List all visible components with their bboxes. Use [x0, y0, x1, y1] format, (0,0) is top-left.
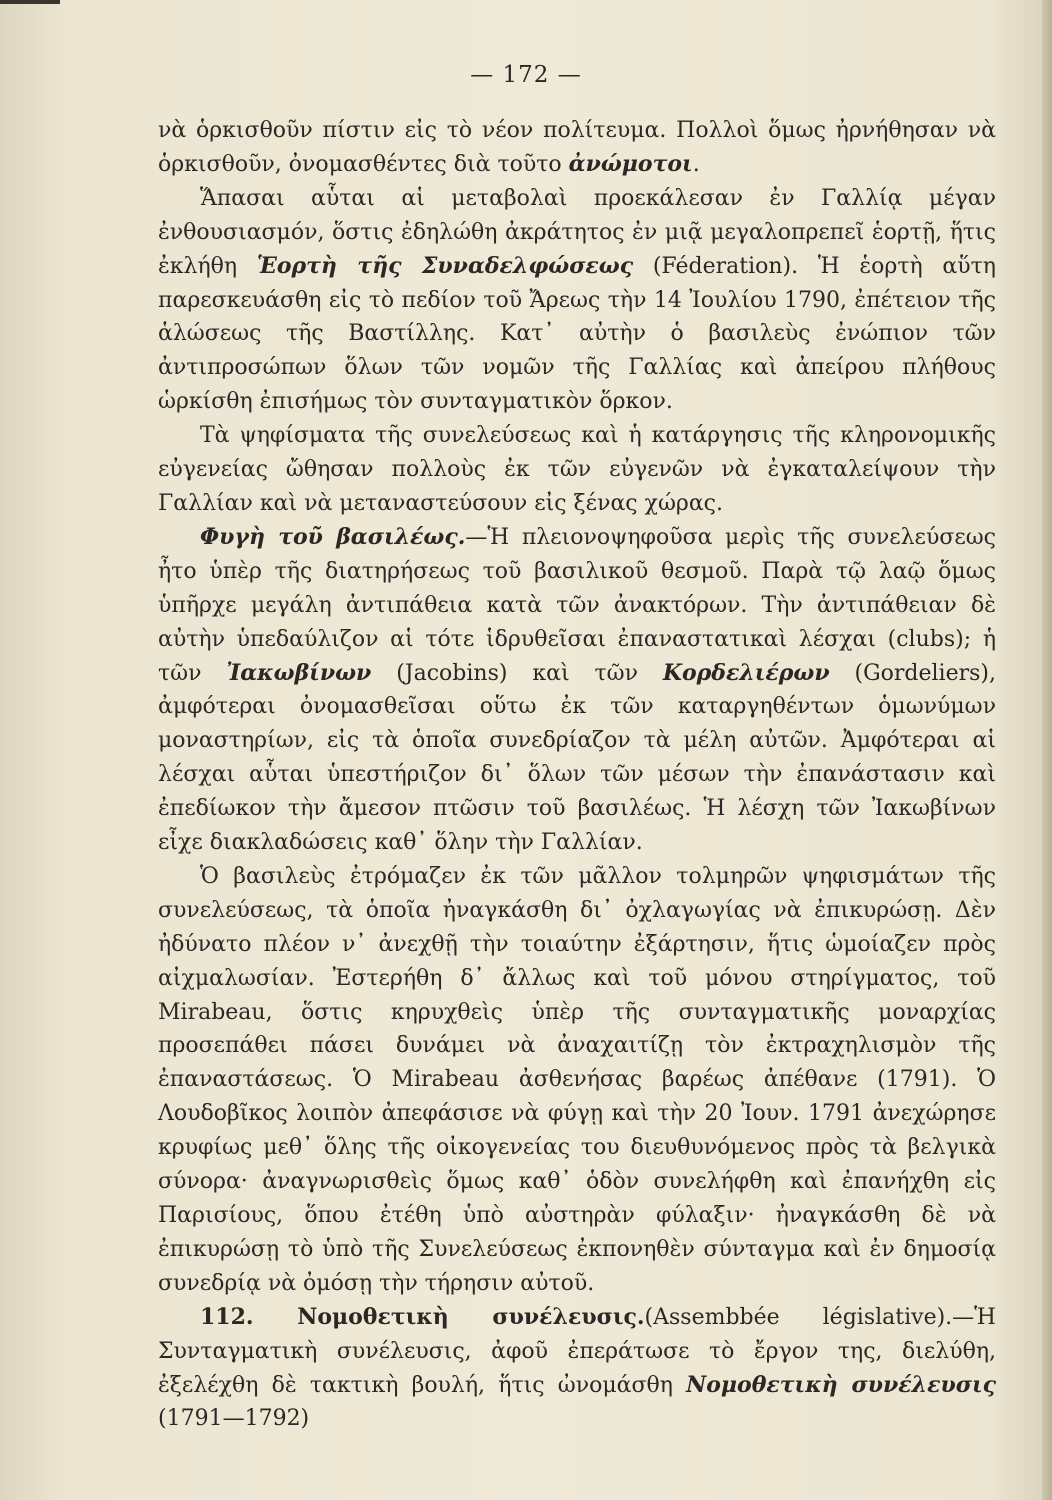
paragraph-4	[158, 521, 996, 860]
paragraph-5	[158, 860, 996, 1301]
text-run: (Jacobins) καὶ τῶν	[371, 660, 663, 686]
text-run: Τὰ ψηφίσματα τῆς συνελεύσεως καὶ ἡ κατάργησις τῆς κληρονομικῆς εὐγενείας ὤθησαν πολλοὺς ἐκ τῶν εὐγενῶν νὰ ἐγκαταλείψουν τὴν Γαλλίαν καὶ νὰ μεταναστεύσουν εἰς ξένας χώρας.	[158, 423, 996, 516]
emphasized-term: Ἰακωβίνων	[226, 659, 372, 686]
text-run: —Ἡ πλειονοψηφοῦσα μερὶς τῆς συνελεύσεως ἦτο ὑπὲρ τῆς διατηρήσεως τοῦ βασιλικοῦ θεσμοῦ. Παρὰ τῷ λαῷ ὅμως ὑπῆρχε μεγάλη ἀντιπάθεια κατὰ τῶν ἀνακτόρων. Τὴν ἀντιπάθειαν δὲ αὐτὴν ὑπεδαύλιζον αἱ τότε ἱδρυθεῖσαι ἐπαναστατικαὶ λέσχαι (clubs); ἡ τῶν	[158, 524, 996, 686]
paragraph-2	[158, 182, 996, 419]
text-run: (Assembbée législative).—Ἡ Συνταγματικὴ συνέλευσις, ἀφοῦ ἐπεράτωσε τὸ ἔργον της, διελύθη, ἐξελέχθη δὲ τακτικὴ βουλή, ἥτις ὠνομάσθη	[158, 1304, 996, 1398]
emphasized-term: Νομοθετικὴ συνέλευσις	[686, 1371, 997, 1398]
page-number: — 172 —	[470, 62, 582, 88]
section-heading: 112. Νομοθετικὴ συνέλευσις.	[200, 1303, 645, 1330]
text-run: (Gordeliers), ἀμφότεραι ὀνομασθεῖσαι οὕτω ἐκ τῶν καταργηθέντων ὁμωνύμων μοναστηρίων, εἰς τὰ ὁποῖα συνεδρίαζον τὰ μέλη αὐτῶν. Ἀμφότεραι αἱ λέσχαι αὗται ὑπεστήριζον δι᾽ ὅλων τῶν μέσων τὴν ἐπανάστασιν καὶ ἐπεδίωκον τὴν ἄμεσον πτῶσιν τοῦ βασιλέως. Ἡ λέσχη τῶν Ἰακωβίνων εἶχε διακλαδώσεις καθ᾽ ὅλην τὴν Γαλλίαν.	[158, 660, 996, 856]
emphasized-term: Ἑορτὴ τῆς Συναδελφώσεως	[256, 252, 634, 279]
text-run: Ἅπασαι αὗται αἱ μεταβολαὶ προεκάλεσαν ἐν Γαλλίᾳ μέγαν ἐνθουσιασμόν, ὅστις ἐδηλώθη ἀκράτητος ἐν μιᾷ μεγαλοπρεπεῖ ἑορτῇ, ἥτις ἐκλήθη	[158, 185, 996, 279]
text-run: (1791—1792)	[158, 1406, 310, 1432]
corner-ink-mark	[0, 0, 60, 4]
text-run: .	[692, 151, 700, 177]
body-text	[158, 114, 996, 1436]
emphasized-term: ἀνώμοτοι	[568, 150, 693, 177]
paragraph-3	[158, 419, 996, 521]
paragraph-1	[158, 114, 996, 182]
text-run: Ὁ βασιλεὺς ἐτρόμαζεν ἐκ τῶν μᾶλλον τολμηρῶν ψηφισμάτων τῆς συνελεύσεως, τὰ ὁποῖα ἠναγκάσθη δι᾽ ὀχλαγωγίας νὰ ἐπικυρώσῃ. Δὲν ἠδύνατο πλέον ν᾽ ἀνεχθῇ τὴν τοιαύτην ἐξάρτησιν, ἥτις ὡμοίαζεν πρὸς αἰχμαλωσίαν. Ἐστερήθη δ᾽ ἄλλως καὶ τοῦ μόνου στηρίγματος, τοῦ Mirabeau, ὅστις κηρυχθεὶς ὑπὲρ τῆς συνταγματικῆς μοναρχίας προσεπάθει πάσει δυνάμει νὰ ἀναχαιτίζῃ τὸν ἐκτραχηλισμὸν τῆς ἐπαναστάσεως. Ὁ Mirabeau ἀσθενήσας βαρέως ἀπέθανε (1791). Ὁ Λουδοβῖκος λοιπὸν ἀπεφάσισε νὰ φύγῃ καὶ τὴν 20 Ἰουν. 1791 ἀνεχώρησε κρυφίως μεθ᾽ ὅλης τῆς οἰκογενείας του διευθυνόμενος πρὸς τὰ βελγικὰ σύνορα· ἀναγνωρισθεὶς ὅμως καθ᾽ ὁδὸν συνελήφθη καὶ ἐπανήχθη εἰς Παρισίους, ὅπου ἐτέθη ὑπὸ αὐστηρὰν φύλαξιν· ἠναγκάσθη δὲ νὰ ἐπικυρώσῃ τὸ ὑπὸ τῆς Συνελεύσεως ἐκπονηθὲν σύνταγμα καὶ ἐν δημοσίᾳ συνεδρίᾳ νὰ ὀμόσῃ τὴν τήρησιν αὐτοῦ.	[158, 863, 996, 1296]
text-run: (Féderation). Ἡ ἑορτὴ αὕτη παρεσκευάσθη εἰς τὸ πεδίον τοῦ Ἄρεως τὴν 14 Ἰουλίου 1790, ἐπέτειον τῆς ἁλώσεως τῆς Βαστίλλης. Κατ᾽ αὐτὴν ὁ βασιλεὺς ἐνώπιον τῶν ἀντιπροσώπων ὅλων τῶν νομῶν τῆς Γαλλίας καὶ ἀπείρου πλήθους ὡρκίσθη ἐπισήμως τὸν συνταγματικὸν ὅρκον.	[158, 253, 996, 415]
paragraph-6-section-112	[158, 1301, 996, 1437]
emphasized-term: Φυγὴ τοῦ βασιλέως.	[200, 523, 466, 550]
emphasized-term: Κορδελιέρων	[662, 659, 830, 686]
text-run: νὰ ὁρκισθοῦν πίστιν εἰς τὸ νέον πολίτευμα. Πολλοὶ ὅμως ἠρνήθησαν νὰ ὁρκισθοῦν, ὀνομασθέντες διὰ τοῦτο	[158, 118, 996, 177]
page-spine-edge	[1042, 0, 1052, 1500]
